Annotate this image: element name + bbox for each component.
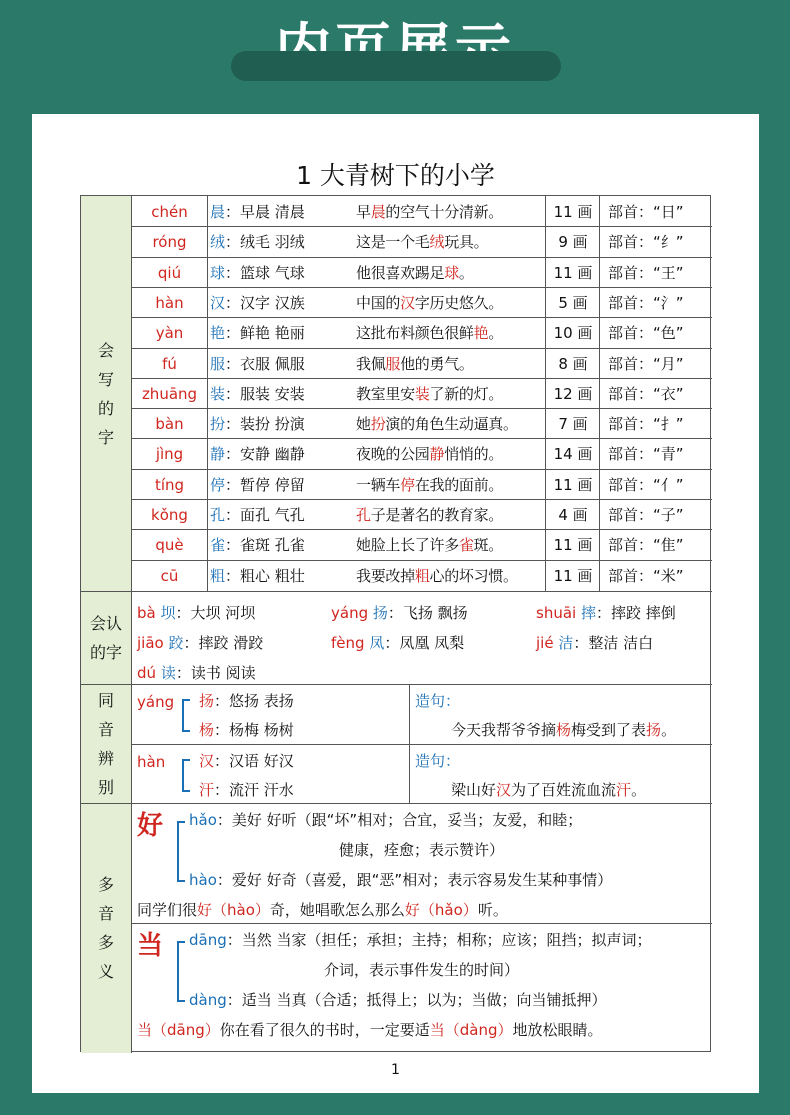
words: ：服装 安装 bbox=[225, 384, 305, 403]
pinyin: kǒng bbox=[151, 506, 188, 524]
s2: 静 bbox=[429, 445, 445, 464]
s3: 演的角色生动逼真。 bbox=[385, 415, 518, 434]
s3: 的空气十分清新。 bbox=[385, 203, 504, 221]
s2: 雀 bbox=[458, 536, 474, 555]
s2: 扮 bbox=[370, 415, 386, 434]
sentence bbox=[356, 227, 546, 257]
poly-char: 当 bbox=[137, 931, 164, 961]
sentence bbox=[356, 561, 546, 591]
char: 扬 bbox=[199, 692, 215, 710]
segment: 你在看了很久的书时，一定要适 bbox=[219, 1021, 430, 1039]
segment: 听。 bbox=[477, 901, 508, 919]
homophone-b bbox=[199, 775, 294, 805]
radical: 部首：“衣” bbox=[608, 384, 684, 403]
s3: 斑。 bbox=[473, 536, 504, 555]
char: 杨 bbox=[199, 721, 215, 739]
example-sentence bbox=[451, 715, 676, 745]
stroke-count: 12 画 bbox=[553, 384, 593, 403]
brace-tick bbox=[177, 821, 185, 823]
words: ：面孔 气孔 bbox=[225, 506, 305, 524]
radical: 部首：“氵” bbox=[608, 293, 684, 312]
sentence bbox=[356, 439, 546, 469]
stroke-count: 10 画 bbox=[553, 324, 593, 343]
words: ：雀斑 孔雀 bbox=[225, 536, 305, 555]
pinyin: fú bbox=[162, 354, 177, 373]
word-cell bbox=[210, 197, 350, 227]
words: ：整洁 洁白 bbox=[573, 634, 654, 652]
char: 晨 bbox=[210, 203, 226, 221]
sentence bbox=[356, 288, 546, 318]
word-cell bbox=[210, 470, 350, 500]
words: ：悠扬 表扬 bbox=[214, 692, 294, 710]
stroke-count: 4 画 bbox=[558, 506, 588, 524]
char: 扮 bbox=[210, 415, 226, 434]
words: ：流汗 汗水 bbox=[214, 781, 294, 799]
brace-tick bbox=[182, 790, 190, 792]
example-sentence bbox=[451, 775, 646, 805]
pinyin: hǎo bbox=[189, 811, 217, 829]
sentence bbox=[356, 349, 546, 379]
reading-1 bbox=[189, 805, 582, 835]
char: 凤 bbox=[369, 634, 385, 652]
sentence bbox=[356, 258, 546, 288]
section-label-text: 会认的字 bbox=[89, 613, 122, 662]
stroke-count: 11 画 bbox=[553, 536, 593, 555]
sentence bbox=[356, 318, 546, 348]
reading-1 bbox=[189, 925, 652, 955]
recognize-item bbox=[536, 598, 676, 628]
write-row bbox=[132, 318, 712, 348]
s1: 教室里安 bbox=[356, 384, 415, 403]
brace-tick bbox=[177, 880, 185, 882]
s2: 粗 bbox=[414, 566, 430, 585]
pinyin: yàn bbox=[155, 324, 184, 343]
s3: 。 bbox=[458, 263, 474, 282]
homophone-a bbox=[199, 746, 294, 776]
reading-2 bbox=[189, 985, 607, 1015]
word-cell bbox=[210, 288, 350, 318]
reading-1-cont: 介词，表示事件发生的时间） bbox=[323, 961, 519, 979]
sentence bbox=[356, 409, 546, 439]
words: ：装扮 扮演 bbox=[225, 415, 305, 434]
sentence bbox=[356, 197, 546, 227]
s2: 绒 bbox=[429, 233, 445, 252]
word-cell bbox=[210, 349, 350, 379]
s1: 我佩 bbox=[356, 354, 386, 373]
words: ：安静 幽静 bbox=[225, 445, 305, 464]
word-cell bbox=[210, 530, 350, 560]
pinyin: cū bbox=[160, 566, 179, 585]
write-row bbox=[132, 409, 712, 439]
words: ：摔跤 滑跤 bbox=[183, 634, 264, 652]
brace-tick bbox=[177, 1000, 185, 1002]
radical: 部首：“青” bbox=[608, 445, 684, 464]
brace-tick bbox=[182, 699, 190, 701]
example-label: 造句： bbox=[415, 692, 461, 710]
word-cell bbox=[210, 258, 350, 288]
word-cell bbox=[210, 379, 350, 409]
recognize-item bbox=[137, 658, 256, 688]
write-row bbox=[132, 227, 712, 257]
s4: 汗 bbox=[616, 781, 632, 799]
recognize-item bbox=[137, 628, 263, 658]
stroke-count: 11 画 bbox=[553, 203, 593, 221]
recognize-item bbox=[331, 598, 468, 628]
char: 读 bbox=[160, 664, 176, 682]
write-row bbox=[132, 197, 712, 227]
write-row bbox=[132, 439, 712, 469]
words: ：汉语 好汉 bbox=[214, 752, 294, 770]
brace-tick bbox=[182, 759, 190, 761]
char: 汉 bbox=[210, 293, 226, 312]
section-label-text: 会写的字 bbox=[97, 340, 114, 447]
s2: 杨 bbox=[556, 721, 572, 739]
s1: 一辆车 bbox=[356, 475, 401, 494]
s1: 我要改掉 bbox=[356, 566, 415, 585]
section-label-write bbox=[81, 196, 131, 591]
word-cell bbox=[210, 561, 350, 591]
example-sentence bbox=[137, 895, 508, 925]
char: 孔 bbox=[210, 506, 226, 524]
radical: 部首：“王” bbox=[608, 263, 684, 282]
s3: 在我的面前。 bbox=[414, 475, 504, 494]
write-row bbox=[132, 470, 712, 500]
words: ：衣服 佩服 bbox=[225, 354, 305, 373]
s5: 。 bbox=[631, 781, 647, 799]
char: 绒 bbox=[210, 233, 226, 252]
pinyin: fèng bbox=[331, 634, 365, 652]
document-page bbox=[32, 114, 759, 1093]
char: 汗 bbox=[199, 781, 215, 799]
segment: 奇，她唱歌怎么那么 bbox=[269, 901, 405, 919]
stroke-count: 5 画 bbox=[558, 293, 588, 312]
pinyin: què bbox=[155, 536, 184, 555]
brace bbox=[182, 699, 184, 731]
reading-2 bbox=[189, 865, 612, 895]
text: ：美好 好听（跟“坏”相对；合宜，妥当；友爱，和睦； bbox=[216, 811, 583, 829]
reading-1-cont: 健康，痊愈；表示赞许） bbox=[338, 841, 504, 859]
pinyin: shuāi bbox=[536, 604, 577, 622]
char: 静 bbox=[210, 445, 226, 464]
write-row bbox=[132, 379, 712, 409]
char: 粗 bbox=[210, 566, 226, 585]
stroke-count: 11 画 bbox=[553, 566, 593, 585]
radical: 部首：“隹” bbox=[608, 536, 684, 555]
pinyin: dàng bbox=[189, 991, 227, 1009]
words: ：暂停 停留 bbox=[225, 475, 305, 494]
s3: 子是著名的教育家。 bbox=[370, 506, 504, 524]
text: ：当然 当家（担任；承担；主持；相称；应该；阻挡；拟声词； bbox=[226, 931, 652, 949]
write-row bbox=[132, 288, 712, 318]
brace-tick bbox=[182, 730, 190, 732]
char: 雀 bbox=[210, 536, 226, 555]
radical: 部首：“纟” bbox=[608, 233, 684, 252]
radical: 部首：“月” bbox=[608, 354, 684, 373]
s2: 球 bbox=[444, 263, 459, 282]
brace-tick bbox=[177, 941, 185, 943]
homophone-pinyin: yáng bbox=[137, 693, 175, 711]
char: 球 bbox=[210, 263, 226, 282]
stroke-count: 9 画 bbox=[558, 233, 588, 252]
words: ：飞扬 飘扬 bbox=[387, 604, 468, 622]
radical: 部首：“色” bbox=[608, 324, 684, 343]
pinyin: jìng bbox=[155, 445, 184, 464]
s2: 汉 bbox=[400, 293, 415, 312]
pinyin: tíng bbox=[154, 475, 185, 494]
segment: 地放松眼睛。 bbox=[512, 1021, 603, 1039]
s1: 这批布料颜色很鲜 bbox=[356, 324, 474, 343]
words: ：绒毛 羽绒 bbox=[225, 233, 305, 252]
s1: 这是一个毛 bbox=[356, 233, 430, 252]
section-label-homophone bbox=[81, 684, 131, 803]
pinyin: yáng bbox=[331, 604, 369, 622]
stroke-count: 8 画 bbox=[558, 354, 588, 373]
sentence bbox=[356, 530, 546, 560]
s2: 汉 bbox=[496, 781, 512, 799]
segment: 当（dāng） bbox=[137, 1021, 220, 1039]
pinyin: chén bbox=[151, 203, 188, 221]
s2: 晨 bbox=[370, 203, 386, 221]
s2: 装 bbox=[414, 384, 430, 403]
banner-bar bbox=[231, 51, 561, 81]
section-label-text: 同音辨别 bbox=[97, 690, 114, 797]
pinyin: dú bbox=[137, 664, 157, 682]
radical: 部首：“米” bbox=[608, 566, 684, 585]
homophone-a bbox=[199, 686, 294, 716]
stroke-count: 11 画 bbox=[553, 475, 593, 494]
radical: 部首：“亻” bbox=[608, 475, 684, 494]
s1: 早 bbox=[356, 203, 371, 221]
pinyin: dāng bbox=[189, 931, 227, 949]
section-label-recognize bbox=[81, 591, 131, 684]
recognize-item bbox=[137, 598, 255, 628]
word-cell bbox=[210, 439, 350, 469]
poly-char: 好 bbox=[137, 811, 164, 841]
char: 艳 bbox=[210, 324, 226, 343]
sentence bbox=[356, 470, 546, 500]
s3: 。 bbox=[488, 324, 504, 343]
pinyin: jiāo bbox=[137, 634, 164, 652]
char: 扬 bbox=[372, 604, 388, 622]
section-label-text: 多音多义 bbox=[97, 875, 114, 981]
char: 摔 bbox=[580, 604, 596, 622]
s5: 。 bbox=[661, 721, 677, 739]
vocab-table bbox=[80, 195, 711, 1052]
s4: 扬 bbox=[646, 721, 662, 739]
lesson-title: 1 大青树下的小学 bbox=[296, 161, 495, 190]
homophone-b bbox=[199, 715, 294, 745]
char: 汉 bbox=[199, 752, 215, 770]
stroke-count: 7 画 bbox=[558, 415, 588, 434]
pinyin: bàn bbox=[155, 415, 184, 434]
words: ：凤凰 凤梨 bbox=[384, 634, 465, 652]
write-row bbox=[132, 561, 712, 591]
stroke-count: 14 画 bbox=[553, 445, 593, 464]
sentence bbox=[356, 379, 546, 409]
stroke-count: 11 画 bbox=[553, 263, 593, 282]
segment: 好（hǎo） bbox=[404, 901, 478, 919]
words: ：摔跤 摔倒 bbox=[596, 604, 676, 622]
s1: 夜晚的公园 bbox=[356, 445, 430, 464]
radical: 部首：“子” bbox=[608, 506, 684, 524]
s1: 梁山好 bbox=[451, 781, 497, 799]
text: ：爱好 好奇（喜爱，跟“恶”相对；表示容易发生某种事情） bbox=[216, 871, 613, 889]
word-cell bbox=[210, 227, 350, 257]
s3: 字历史悠久。 bbox=[414, 293, 504, 312]
pinyin: hàn bbox=[155, 293, 184, 312]
s3: 为了百姓流血流 bbox=[511, 781, 617, 799]
s1: 今天我帮爷爷摘 bbox=[451, 721, 557, 739]
char: 装 bbox=[210, 384, 226, 403]
segment: 当（dàng） bbox=[429, 1021, 513, 1039]
word-cell bbox=[210, 318, 350, 348]
s1: 她 bbox=[356, 415, 371, 434]
pinyin: jié bbox=[536, 634, 554, 652]
text: ：适当 当真（合适；抵得上；以为；当做；向当铺抵押） bbox=[226, 991, 607, 1009]
s2: 服 bbox=[385, 354, 401, 373]
words: ：大坝 河坝 bbox=[175, 604, 256, 622]
char: 洁 bbox=[558, 634, 574, 652]
pinyin: qiú bbox=[157, 263, 182, 282]
s2: 停 bbox=[400, 475, 415, 494]
s3: 悄悄的。 bbox=[444, 445, 504, 464]
char: 跤 bbox=[168, 634, 184, 652]
homophone-pinyin: hàn bbox=[137, 753, 166, 771]
s2: 孔 bbox=[356, 506, 371, 524]
segment: 同学们很 bbox=[137, 901, 198, 919]
page-number: 1 bbox=[391, 1062, 400, 1078]
pinyin: róng bbox=[152, 233, 187, 252]
s2: 艳 bbox=[473, 324, 489, 343]
words: ：粗心 粗壮 bbox=[225, 566, 305, 585]
recognize-item bbox=[331, 628, 464, 658]
char: 坝 bbox=[160, 604, 176, 622]
words: ：鲜艳 艳丽 bbox=[225, 324, 305, 343]
s3: 他的勇气。 bbox=[400, 354, 474, 373]
char: 服 bbox=[210, 354, 226, 373]
s3: 心的坏习惯。 bbox=[429, 566, 518, 585]
char: 停 bbox=[210, 475, 226, 494]
write-row bbox=[132, 530, 712, 560]
pinyin: bà bbox=[137, 604, 156, 622]
s3: 梅受到了表 bbox=[571, 721, 647, 739]
words: ：杨梅 杨树 bbox=[214, 721, 294, 739]
write-row bbox=[132, 349, 712, 379]
pinyin: hào bbox=[189, 871, 217, 889]
segment: 好（hào） bbox=[197, 901, 270, 919]
words: ：早晨 清晨 bbox=[225, 203, 305, 221]
recognize-item bbox=[536, 628, 653, 658]
write-row bbox=[132, 500, 712, 530]
section-divider bbox=[81, 591, 712, 592]
radical: 部首：“日” bbox=[608, 203, 684, 221]
s3: 了新的灯。 bbox=[429, 384, 504, 403]
brace bbox=[182, 759, 184, 791]
s3: 玩具。 bbox=[444, 233, 489, 252]
word-cell bbox=[210, 500, 350, 530]
radical: 部首：“扌” bbox=[608, 415, 684, 434]
pinyin: zhuāng bbox=[141, 384, 198, 403]
words: ：汉字 汉族 bbox=[225, 293, 305, 312]
word-cell bbox=[210, 409, 350, 439]
sentence bbox=[356, 500, 546, 530]
words: ：读书 阅读 bbox=[175, 664, 256, 682]
s1: 她脸上长了许多 bbox=[356, 536, 459, 555]
words: ：篮球 气球 bbox=[225, 263, 305, 282]
example-label: 造句： bbox=[415, 752, 461, 770]
s1: 中国的 bbox=[356, 293, 401, 312]
s1: 他很喜欢踢足 bbox=[356, 263, 445, 282]
write-row bbox=[132, 258, 712, 288]
example-sentence bbox=[137, 1015, 603, 1045]
